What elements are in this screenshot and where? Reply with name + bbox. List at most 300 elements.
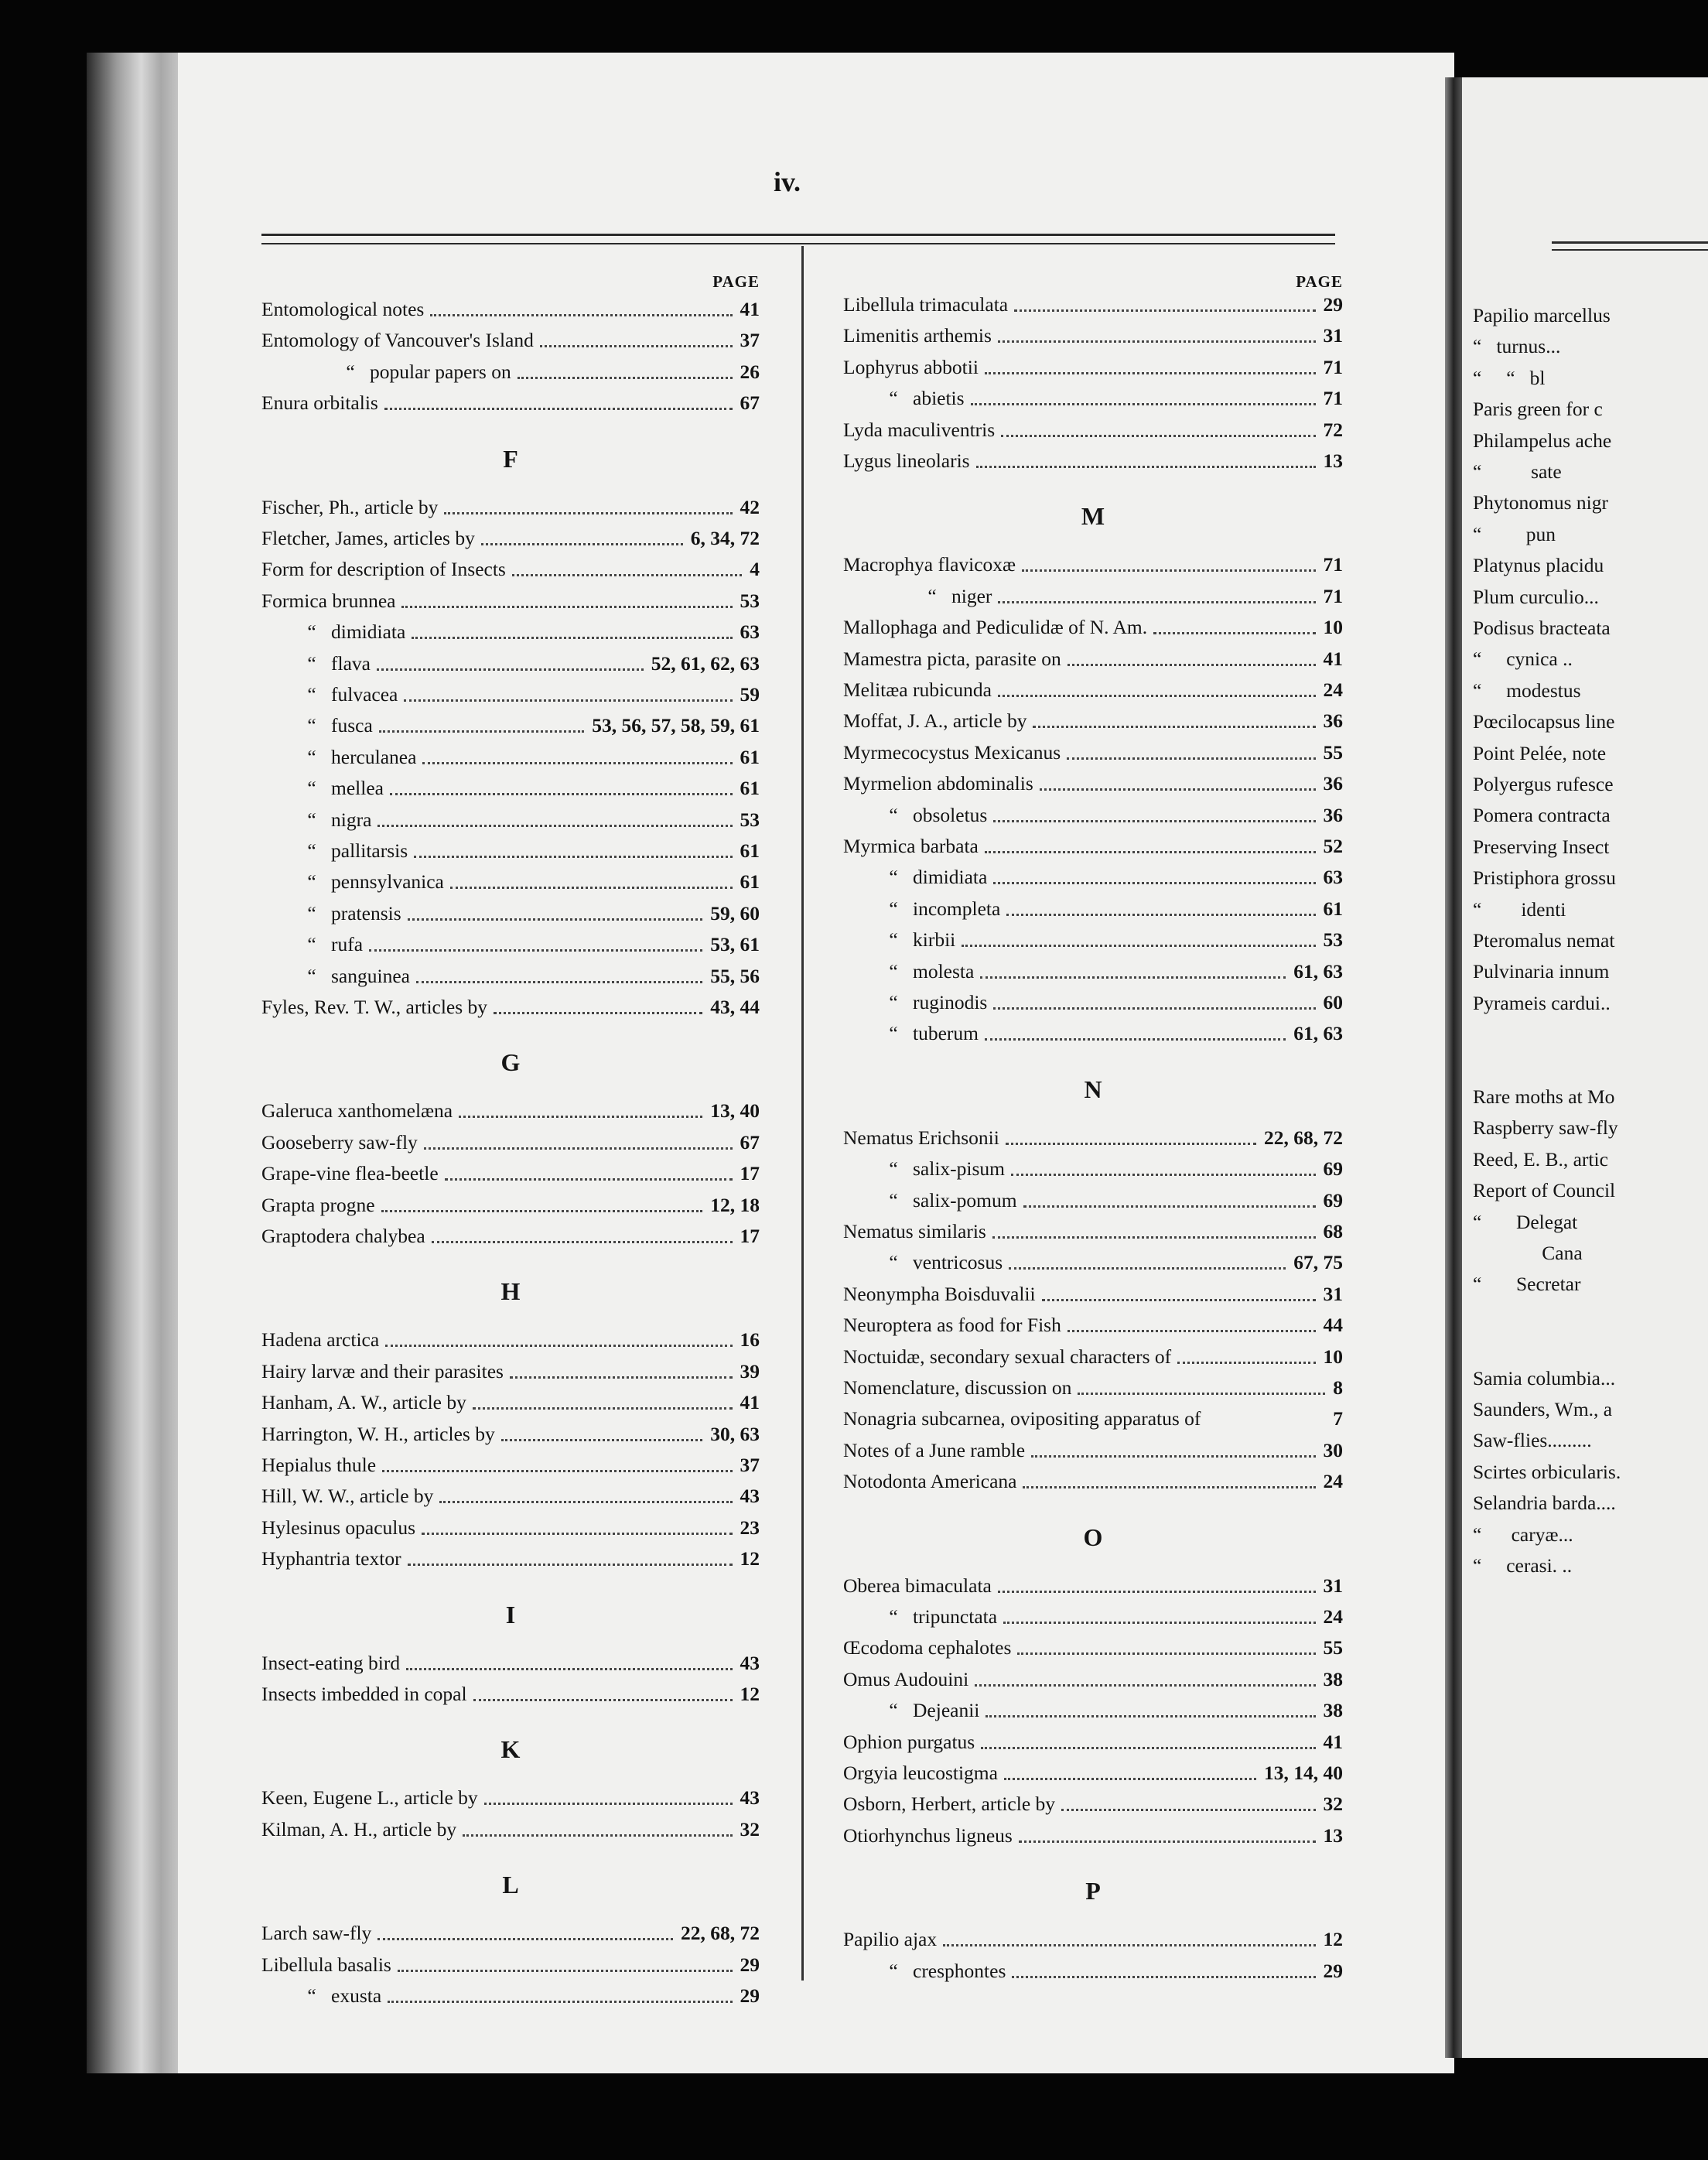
entry-pages: 61 (740, 745, 760, 768)
entry-pages: 61 (740, 839, 760, 862)
index-entry (261, 1679, 760, 1710)
entry-pages: 63 (1323, 866, 1343, 889)
fragment-text: Pulvinaria innum (1473, 960, 1610, 983)
entry-pages: 7 (1333, 1407, 1343, 1430)
entry-text: Omus Audouini (843, 1667, 969, 1690)
entry-text: Galeruca xanthomelæna (261, 1099, 453, 1123)
dot-leader (962, 945, 1315, 947)
entry-text: Mamestra picta, parasite on (843, 647, 1061, 670)
index-entry (843, 768, 1343, 799)
dot-leader (382, 1470, 732, 1472)
index-entry (843, 737, 1343, 768)
entry-pages: 52 (1323, 835, 1343, 857)
dot-leader (388, 2001, 732, 2003)
entry-text: Insect-eating bird (261, 1651, 401, 1674)
index-entry (261, 325, 760, 356)
index-entry (843, 1310, 1343, 1341)
facing-entry-fragment (1473, 1082, 1708, 1112)
entry-pages: 31 (1323, 1282, 1343, 1305)
entry-text: Larch saw-fly (261, 1922, 372, 1945)
entry-pages: 36 (1323, 772, 1343, 795)
index-entry (843, 383, 1343, 414)
dot-leader (1177, 1362, 1315, 1364)
letter-heading: L (502, 1871, 519, 1899)
entry-text: salix-pisum (913, 1157, 1005, 1181)
facing-entry-fragment (1473, 832, 1708, 863)
entry-text: Hyphantria textor (261, 1547, 401, 1570)
entry-text: pratensis (331, 901, 401, 924)
index-entry (843, 862, 1343, 893)
entry-pages: 29 (740, 1953, 760, 1976)
entry-pages: 31 (1323, 1574, 1343, 1597)
dot-leader (377, 825, 732, 827)
entry-pages: 55 (1323, 1636, 1343, 1659)
facing-entry-fragment (1473, 456, 1708, 487)
dot-leader (412, 637, 732, 639)
entry-pages: 59 (740, 683, 760, 706)
entry-text: Papilio ajax (843, 1928, 938, 1951)
entry-pages: 53 (1323, 928, 1343, 952)
index-entry (261, 1814, 760, 1845)
index-entry (261, 388, 760, 419)
entry-pages: 61 (1323, 897, 1343, 920)
facing-entry-fragment (1473, 1175, 1708, 1206)
facing-entry-fragment (1473, 363, 1708, 394)
entry-text: Hill, W. W., article by (261, 1485, 434, 1508)
entry-text: Grape-vine flea-beetle (261, 1162, 439, 1185)
index-entry (261, 1158, 760, 1189)
index-entry (843, 1924, 1343, 1955)
index-entry (261, 710, 760, 741)
dot-leader (1017, 1652, 1315, 1655)
index-entry (843, 1185, 1343, 1216)
ditto-mark: “ (889, 1699, 898, 1722)
dot-leader (943, 1944, 1315, 1946)
entry-pages: 71 (1323, 387, 1343, 410)
entry-pages: 53, 56, 57, 58, 59, 61 (592, 714, 760, 737)
dot-leader (998, 601, 1315, 603)
facing-entry-fragment (1473, 550, 1708, 581)
entry-pages: 41 (1323, 647, 1343, 670)
entry-text: Myrmelion abdominalis (843, 772, 1033, 795)
dot-leader (1033, 726, 1315, 728)
dot-leader (484, 1803, 733, 1805)
entry-pages: 69 (1323, 1188, 1343, 1212)
entry-text: herculanea (331, 745, 417, 768)
entry-pages: 61, 63 (1293, 1022, 1343, 1045)
index-entry (843, 1403, 1343, 1434)
entry-pages: 41 (740, 1391, 760, 1414)
entry-text: Moffat, J. A., article by (843, 709, 1027, 733)
index-entry (261, 773, 760, 804)
entry-text: niger (951, 584, 992, 607)
dot-leader (998, 1591, 1316, 1593)
entry-text: Nomenclature, discussion on (843, 1376, 1072, 1399)
entry-text: Macrophya flavicoxæ (843, 553, 1016, 576)
entry-pages: 31 (1323, 324, 1343, 347)
index-entry (843, 924, 1343, 955)
entry-text: Notes of a June ramble (843, 1438, 1026, 1461)
dot-leader (390, 793, 733, 795)
facing-entry-fragment (1473, 1207, 1708, 1238)
entry-text: ruginodis (913, 991, 988, 1013)
index-entry (261, 961, 760, 992)
dot-leader (1009, 1267, 1286, 1270)
entry-text: Keen, Eugene L., article by (261, 1786, 478, 1810)
entry-text: popular papers on (370, 360, 511, 383)
fragment-text: “ Secretar (1473, 1273, 1581, 1296)
entry-pages: 43 (740, 1651, 760, 1674)
letter-heading: N (1084, 1075, 1102, 1103)
entry-pages: 41 (1323, 1730, 1343, 1753)
index-entry (261, 1324, 760, 1355)
fragment-text: Paris green for c (1473, 398, 1603, 421)
entry-pages: 12 (1323, 1928, 1343, 1951)
index-entry (843, 352, 1343, 383)
dot-leader (1014, 309, 1315, 312)
index-entry (261, 992, 760, 1023)
index-entry (843, 1372, 1343, 1403)
dot-leader (993, 1007, 1315, 1010)
entry-text: Hylesinus opaculus (261, 1516, 416, 1539)
index-entry (843, 800, 1343, 831)
index-entry (261, 617, 760, 648)
index-entry (843, 549, 1343, 580)
index-entry (843, 1758, 1343, 1789)
fragment-text: “ identi (1473, 897, 1566, 921)
index-entry (261, 1950, 760, 1981)
fragment-text: “ caryæ... (1473, 1523, 1573, 1546)
facing-header-rule-thin (1552, 249, 1708, 251)
entry-text: molesta (913, 959, 975, 983)
entry-pages: 22, 68, 72 (1264, 1126, 1343, 1149)
index-entry (843, 446, 1343, 477)
entry-pages: 37 (740, 329, 760, 352)
entry-pages: 24 (1323, 1470, 1343, 1493)
fragment-text: Saw-flies......... (1473, 1429, 1592, 1452)
facing-entry-fragment (1473, 675, 1708, 706)
ditto-mark: “ (889, 1959, 898, 1982)
entry-text: Lygus lineolaris (843, 449, 970, 472)
dot-leader (385, 1345, 732, 1347)
index-entry (843, 675, 1343, 706)
entry-pages: 29 (1323, 1959, 1343, 1982)
dot-leader (501, 1439, 703, 1441)
fragment-text: Saunders, Wm., a (1473, 1398, 1613, 1420)
dot-leader (971, 403, 1316, 405)
index-entry (843, 320, 1343, 351)
header-rule (261, 234, 1335, 236)
fragment-text: “ pun (1473, 522, 1556, 545)
ditto-mark: “ (889, 928, 898, 952)
dot-leader (1019, 1840, 1316, 1843)
letter-heading: H (500, 1277, 521, 1306)
entry-pages: 53 (740, 589, 760, 612)
ditto-mark: “ (889, 387, 898, 410)
entry-text: Grapta progne (261, 1193, 375, 1216)
dot-leader (1022, 569, 1315, 572)
ditto-mark: “ (307, 808, 316, 831)
entry-pages: 52, 61, 62, 63 (651, 651, 760, 675)
facing-entry-fragment (1473, 1488, 1708, 1519)
entry-text: rufa (331, 933, 364, 956)
entry-pages: 68 (1323, 1220, 1343, 1242)
facing-entry-fragment (1473, 519, 1708, 550)
index-entry (261, 554, 760, 585)
letter-heading: P (1085, 1877, 1101, 1905)
dot-leader (424, 1147, 733, 1150)
facing-entry-fragment (1473, 1394, 1708, 1425)
page-number: iv. (774, 166, 801, 197)
entry-pages: 59, 60 (710, 901, 760, 924)
entry-text: Fyles, Rev. T. W., articles by (261, 996, 488, 1018)
fragment-text: Plum curculio... (1473, 585, 1599, 608)
facing-entry-fragment (1473, 956, 1708, 987)
facing-entry-fragment (1473, 613, 1708, 644)
dot-leader (450, 887, 733, 889)
facing-entry-fragment (1473, 582, 1708, 613)
facing-entry-fragment (1473, 1550, 1708, 1581)
facing-entry-fragment (1473, 1457, 1708, 1488)
facing-entry-fragment (1473, 1363, 1708, 1394)
entry-pages: 71 (1323, 355, 1343, 378)
facing-entry-fragment (1473, 300, 1708, 331)
entry-text: Hairy larvæ and their parasites (261, 1359, 504, 1382)
fragment-text: Pteromalus nemat (1473, 929, 1615, 952)
entry-text: Hadena arctica (261, 1328, 380, 1352)
facing-entry-fragment (1473, 894, 1708, 925)
entry-text: ventricosus (913, 1251, 1003, 1274)
letter-heading: O (1083, 1523, 1103, 1551)
index-entry (843, 1664, 1343, 1695)
dot-leader (459, 1116, 702, 1118)
ditto-mark: “ (307, 964, 316, 987)
fragment-text: Rare moths at Mo (1473, 1085, 1615, 1108)
index-entry (261, 294, 760, 325)
entry-text: Gooseberry saw-fly (261, 1130, 418, 1153)
entry-text: Nematus similaris (843, 1220, 986, 1242)
index-entry (843, 1123, 1343, 1153)
ditto-mark: “ (307, 870, 316, 894)
fragment-text: Cana (1473, 1242, 1583, 1264)
entry-pages: 24 (1323, 678, 1343, 701)
ditto-mark: “ (307, 1984, 316, 2007)
entry-text: Osborn, Herbert, article by (843, 1793, 1056, 1816)
fragment-text: “ Delegat (1473, 1210, 1578, 1233)
entry-pages: 43 (740, 1485, 760, 1508)
entry-pages: 12 (740, 1683, 760, 1705)
dot-leader (439, 1501, 732, 1503)
fragment-text: Pyrameis cardui.. (1473, 991, 1611, 1014)
fragment-text: Preserving Insect (1473, 835, 1610, 858)
dot-leader (404, 699, 732, 702)
facing-entry-fragment (1473, 800, 1708, 831)
fragment-text: “ cerasi. .. (1473, 1554, 1573, 1577)
ditto-mark: “ (307, 839, 316, 862)
dot-leader (416, 981, 702, 983)
index-entry (261, 357, 760, 388)
ditto-mark: “ (307, 933, 316, 956)
page-gutter (1445, 77, 1462, 2058)
entry-pages: 41 (740, 298, 760, 320)
dot-leader (444, 512, 732, 514)
fragment-text: “ sate (1473, 460, 1562, 483)
entry-pages: 38 (1323, 1667, 1343, 1690)
entry-pages: 44 (1323, 1314, 1343, 1337)
facing-entry-fragment (1473, 706, 1708, 737)
ditto-mark: “ (307, 777, 316, 800)
facing-entry-fragment (1473, 426, 1708, 456)
dot-leader (981, 1747, 1315, 1749)
entry-pages: 4 (750, 558, 760, 581)
entry-pages: 29 (1323, 293, 1343, 316)
ditto-mark: “ (889, 897, 898, 920)
facing-entry-fragment (1473, 1238, 1708, 1269)
fragment-text: “ “ bl (1473, 366, 1546, 389)
dot-leader (510, 1376, 733, 1379)
dot-leader (422, 1533, 732, 1535)
entry-pages: 71 (1323, 553, 1343, 576)
ditto-mark: “ (889, 991, 898, 1013)
dot-leader (377, 668, 644, 671)
entry-text: flava (331, 651, 371, 675)
index-entry (261, 866, 760, 897)
index-entry (261, 586, 760, 617)
index-entry (843, 1435, 1343, 1466)
dot-leader (406, 1668, 732, 1670)
dot-leader (369, 949, 702, 952)
index-entry (261, 1356, 760, 1387)
index-entry (843, 1341, 1343, 1372)
entry-text: Entomology of Vancouver's Island (261, 329, 534, 352)
entry-pages: 24 (1323, 1605, 1343, 1628)
ditto-mark: “ (307, 651, 316, 675)
entry-pages: 32 (740, 1817, 760, 1840)
fragment-text: Pomera contracta (1473, 804, 1611, 827)
index-entry (261, 1419, 760, 1450)
entry-pages: 67 (740, 391, 760, 415)
index-entry (843, 1153, 1343, 1184)
entry-text: abietis (913, 387, 965, 410)
dot-leader (1067, 757, 1315, 760)
facing-entry-fragment (1473, 988, 1708, 1019)
index-entry (261, 1387, 760, 1418)
fragment-text: Pœcilocapsus line (1473, 710, 1615, 733)
entry-text: Kilman, A. H., article by (261, 1817, 457, 1840)
dot-leader (1061, 1809, 1315, 1811)
dot-leader (398, 1970, 733, 1972)
entry-text: sanguinea (331, 964, 410, 987)
dot-leader (993, 820, 1315, 822)
index-entry (261, 1782, 760, 1813)
letter-heading: F (503, 444, 518, 473)
index-entry (843, 1632, 1343, 1663)
ditto-mark: “ (889, 959, 898, 983)
dot-leader (463, 1834, 732, 1837)
entry-text: nigra (331, 808, 372, 831)
index-entry (843, 1018, 1343, 1049)
entry-pages: 39 (740, 1359, 760, 1382)
entry-pages: 13 (1323, 449, 1343, 472)
dot-leader (445, 1178, 733, 1181)
dot-leader (1068, 664, 1316, 666)
fragment-text: Philampelus ache (1473, 429, 1612, 452)
entry-text: Lyda maculiventris (843, 418, 996, 441)
fragment-text: “ turnus... (1473, 335, 1561, 358)
dot-leader (985, 1038, 1286, 1041)
index-entry (261, 523, 760, 554)
dot-leader (1011, 1174, 1316, 1176)
entry-text: Melitæa rubicunda (843, 678, 992, 701)
header-rule-thin (261, 243, 1335, 244)
entry-pages: 43, 44 (710, 996, 760, 1018)
entry-pages: 16 (740, 1328, 760, 1352)
entry-pages: 63 (740, 620, 760, 644)
entry-pages: 32 (1323, 1793, 1343, 1816)
entry-text: Hepialus thule (261, 1454, 377, 1476)
fragment-text: Podisus bracteata (1473, 617, 1611, 639)
dot-leader (998, 695, 1316, 697)
fragment-text: Reed, E. B., artic (1473, 1147, 1608, 1171)
dot-leader (1042, 1299, 1316, 1301)
fragment-text: Polyergus rufesce (1473, 773, 1614, 795)
index-entry (843, 894, 1343, 924)
book-edge (87, 53, 186, 2073)
entry-text: Myrmecocystus Mexicanus (843, 740, 1061, 764)
dot-leader (379, 730, 584, 733)
entry-pages: 13, 14, 40 (1264, 1762, 1343, 1784)
index-entry (843, 831, 1343, 862)
entry-text: dimidiata (331, 620, 406, 644)
entry-pages: 36 (1323, 709, 1343, 733)
entry-text: mellea (331, 777, 384, 800)
entry-text: Oberea bimaculata (843, 1574, 992, 1597)
dot-leader (401, 606, 732, 608)
entry-text: dimidiata (913, 866, 988, 889)
entry-pages: 30, 63 (710, 1422, 760, 1445)
index-entry (261, 648, 760, 679)
dot-leader (1078, 1393, 1325, 1395)
fragment-text: “ modestus (1473, 678, 1581, 702)
index-entry (261, 492, 760, 523)
ditto-mark: “ (307, 901, 316, 924)
index-entry (261, 805, 760, 836)
entry-pages: 17 (740, 1162, 760, 1185)
ditto-mark: “ (889, 1157, 898, 1181)
index-entry (261, 929, 760, 960)
facing-entry-fragment (1473, 1144, 1708, 1175)
entry-pages: 12 (740, 1547, 760, 1570)
index-entry (843, 415, 1343, 446)
facing-entry-fragment (1473, 1112, 1708, 1143)
dot-leader (1023, 1205, 1316, 1208)
entry-pages: 38 (1323, 1699, 1343, 1722)
dot-leader (1023, 1486, 1315, 1488)
dot-leader (1003, 1622, 1315, 1624)
dot-leader (998, 340, 1316, 343)
index-entry (843, 1727, 1343, 1758)
entry-pages: 13, 40 (710, 1099, 760, 1123)
index-entry (843, 1789, 1343, 1820)
dot-leader (1012, 1976, 1315, 1978)
facing-entry-fragment (1473, 394, 1708, 425)
ditto-mark: “ (307, 620, 316, 644)
entry-pages: 42 (740, 495, 760, 518)
fragment-text: Report of Council (1473, 1179, 1616, 1202)
index-entry (261, 742, 760, 773)
entry-text: Libellula trimaculata (843, 293, 1009, 316)
index-entry (261, 1543, 760, 1574)
